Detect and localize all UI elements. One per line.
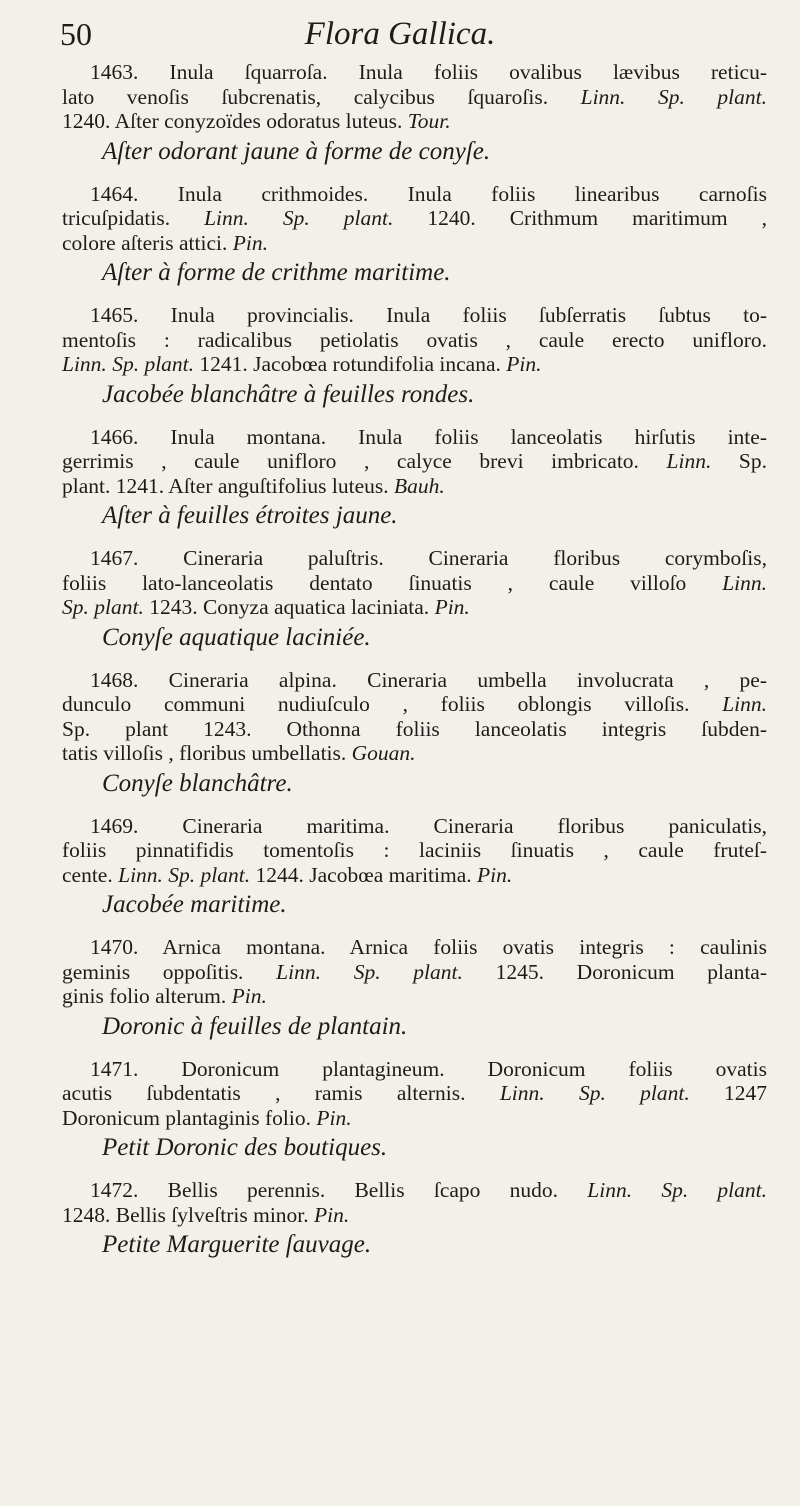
entry-text-line: gerrimis , caule unifloro , calyce brevi imbricato. Linn. Sp. xyxy=(62,449,767,473)
entry-text-line: 1240. Aſter conyzoïdes odoratus luteus. Tour. xyxy=(62,109,451,133)
entry-text-line: foliis pinnatifidis tomentoſis : laciniis ſinuatis , caule fruteſ- xyxy=(62,838,767,862)
entry-text-line: tatis villoſis , floribus umbellatis. Gouan. xyxy=(62,741,416,765)
entry-text-line: 1464. Inula crithmoides. Inula foliis linearibus carnoſis xyxy=(90,181,767,206)
entry-text-line: dunculo communi nudiuſculo , foliis oblongis villoſis. Linn. xyxy=(62,692,767,716)
species-entry xyxy=(62,303,767,411)
entry-text-line: Linn. Sp. plant. 1241. Jacobœa rotundifolia incana. Pin. xyxy=(62,352,542,376)
entry-text-line: mentoſis : radicalibus petiolatis ovatis , caule erecto unifloro. xyxy=(62,327,767,352)
entry-text-line: 1472. Bellis perennis. Bellis ſcapo nudo. Linn. Sp. plant. xyxy=(90,1178,767,1202)
entry-text-line: 1465. Inula provincialis. Inula foliis ſubſerratis ſubtus to- xyxy=(90,303,767,327)
entry-text-line: plant. 1241. Aſter anguſtifolius luteus. Bauh. xyxy=(62,473,445,498)
entry-text-line: geminis oppoſitis. Linn. Sp. plant. 1245. Doronicum planta- xyxy=(62,959,768,984)
entry-text-line: cente. Linn. Sp. plant. 1244. Jacobœa maritima. Pin. xyxy=(62,862,513,887)
species-entry-list xyxy=(62,60,767,1275)
french-common-name: Petite Marguerite ſauvage. xyxy=(102,1231,372,1258)
entry-text-line: tricuſpidatis. Linn. Sp. plant. 1240. Crithmum maritimum , xyxy=(62,206,768,230)
entry-text-line: 1468. Cineraria alpina. Cineraria umbella involucrata , pe- xyxy=(90,667,767,692)
entry-text-line: colore aſteris attici. Pin. xyxy=(62,230,268,255)
entry-text-line: 1248. Bellis ſylveſtris minor. Pin. xyxy=(62,1202,350,1227)
french-common-name: Jacobée maritime. xyxy=(102,891,287,918)
entry-text-line: foliis lato-lanceolatis dentato ſinuatis , caule villoſo Linn. xyxy=(62,570,767,595)
species-entry xyxy=(62,1178,767,1261)
entry-text-line: ginis folio alterum. Pin. xyxy=(62,984,267,1008)
entry-text-line: 1471. Doronicum plantagineum. Doronicum foliis ovatis xyxy=(90,1056,767,1081)
french-common-name: Jacobée blanchâtre à feuilles rondes. xyxy=(102,380,475,408)
french-common-name: Petit Doronic des boutiques. xyxy=(102,1134,388,1161)
entry-text-line: 1463. Inula ſquarroſa. Inula foliis ovalibus lævibus reticu- xyxy=(90,60,767,84)
species-entry xyxy=(62,60,767,168)
french-common-name: Doronic à feuilles de plantain. xyxy=(102,1012,408,1040)
running-title: Flora Gallica. xyxy=(304,16,496,52)
species-entry xyxy=(62,425,767,533)
french-common-name: Aſter à forme de crithme maritime. xyxy=(102,259,451,286)
entry-text-line: acutis ſubdentatis , ramis alternis. Linn. Sp. plant. 1247 xyxy=(62,1081,768,1105)
page-number: 50 xyxy=(60,16,92,52)
entry-text-line: Sp. plant 1243. Othonna foliis lanceolatis integris ſubden- xyxy=(62,716,767,741)
french-common-name: Conyſe blanchâtre. xyxy=(102,769,293,797)
entry-text-line: 1470. Arnica montana. Arnica foliis ovatis integris : caulinis xyxy=(90,935,767,959)
entry-text-line: 1467. Cineraria paluſtris. Cineraria floribus corymboſis, xyxy=(90,546,767,570)
species-entry xyxy=(62,668,767,800)
french-common-name: Aſter odorant jaune à forme de conyſe. xyxy=(102,137,491,165)
entry-text-line: 1466. Inula montana. Inula foliis lanceolatis hirſutis inte- xyxy=(90,424,767,449)
entry-text-line: 1469. Cineraria maritima. Cineraria floribus paniculatis, xyxy=(90,813,767,838)
french-common-name: Conyſe aquatique laciniée. xyxy=(102,623,371,651)
species-entry xyxy=(62,182,767,290)
species-entry xyxy=(62,546,767,654)
species-entry xyxy=(62,1057,767,1165)
page-header xyxy=(0,14,800,54)
entry-text-line: Doronicum plantaginis folio. Pin. xyxy=(62,1105,352,1130)
species-entry xyxy=(62,814,767,922)
entry-text-line: Sp. plant. 1243. Conyza aquatica laciniata. Pin. xyxy=(62,595,470,619)
entry-text-line: lato venoſis ſubcrenatis, calycibus ſquaroſis. Linn. Sp. plant. xyxy=(62,84,768,109)
french-common-name: Aſter à feuilles étroites jaune. xyxy=(102,502,398,529)
species-entry xyxy=(62,935,767,1043)
